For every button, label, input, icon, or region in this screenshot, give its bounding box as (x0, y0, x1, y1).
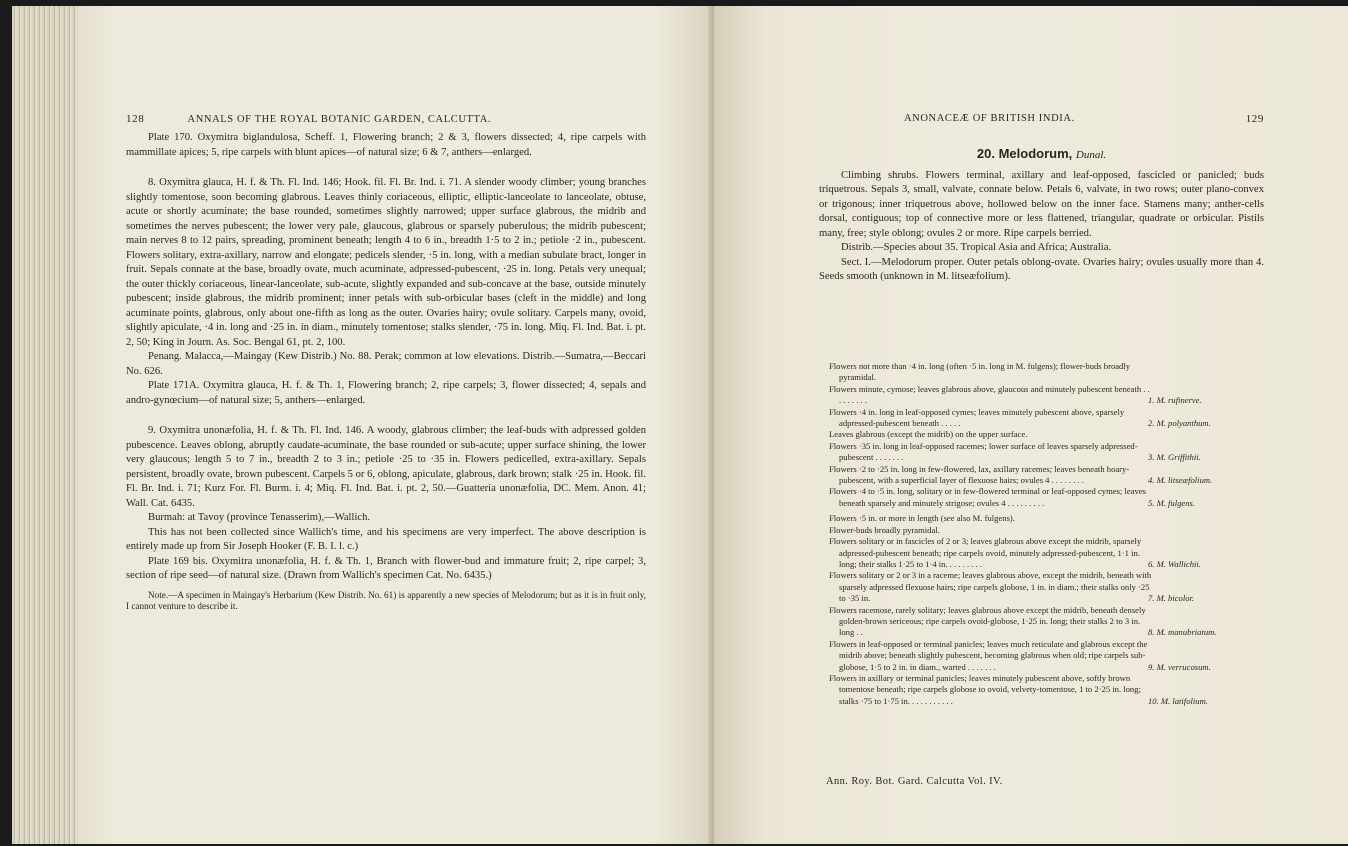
key-row: Flowers in leaf-opposed or terminal panicles; leaves much reticulate and glabrous except the midrib above; beneath slightly pubescent, becoming glabrous when old; ripe carpels sub-globose, 1·5 to 2 in. in diam., warted . . . . . . . 9. M. verrucosum. (829, 638, 1211, 672)
left-page (78, 6, 714, 844)
paragraph: Sect. I.—Melodorum proper. Outer petals oblong-ovate. Ovaries hairy; ovules usually more than 4. Seeds smooth (unknown in M. litseæfolium). (819, 256, 1264, 282)
paragraph: This has not been collected since Wallich's time, and his specimens are very imperfect. The above description is entirely made up from Sir Joseph Hooker (F. B. I. l. c.) (126, 526, 646, 552)
running-head: ANNALS OF THE ROYAL BOTANIC GARDEN, CALCUTTA. (187, 114, 492, 125)
paragraph: Plate 171A. Oxymitra glauca, H. f. & Th. 1, Flowering branch; 2, ripe carpels; 3, flower dissected; 4, sepals and andro-gynœcium—of natural size; 5, anthers—enlarged. (126, 380, 646, 406)
key-row: Flowers ·4 to ·5 in. long, solitary or in few-flowered terminal or leaf-opposed cymes; leaves beneath sparsely and minutely strigose; ovules 4 . . . . . . . . . 5. M. fulgens. (829, 486, 1196, 508)
key-row: Flowers solitary or 2 or 3 in a raceme; leaves glabrous above, except the midrib, beneath with sparsely adpressed flexuose hairs; ripe carpels globose, 1 in. in diam.; their stalks only ·25 to ·35 in. 7. M. bicolor. (829, 570, 1195, 604)
page-number: 128 (126, 113, 145, 125)
key-row: Flowers racemose, rarely solitary; leaves glabrous above except the midrib, beneath densely golden-brown sericeous; ripe carpels ovoid-globose, 1·25 in. long; their stalks 2 to 3 in. long . . 8. M. manubriatum. (829, 604, 1217, 638)
note: Note.—A specimen in Maingay's Herbarium (Kew Distrib. No. 61) is apparently a new species of Melodorum; but as it is in fruit only, I cannot venture to describe it. (126, 589, 646, 611)
right-page (714, 6, 1348, 844)
key-row: Leaves glabrous (except the midrib) on the upper surface. (829, 429, 1028, 440)
key-row: Flowers not more than ·4 in. long (often ·5 in. long in M. fulgens); flower-buds broadly pyramidal. (829, 361, 1131, 383)
running-head: ANONACEÆ OF BRITISH INDIA. (904, 113, 1075, 124)
footer: Ann. Roy. Bot. Gard. Calcutta Vol. IV. (826, 776, 1003, 787)
paragraph: 8. Oxymitra glauca, H. f. & Th. Fl. Ind. 146; Hook. fil. Fl. Br. Ind. i. 71. A slender woody climber; young branches slightly tomentose, soon becoming glabrous. Leaves thinly coriaceous, elliptic, elliptic-lanceolate to lanceolate, obtuse, acute or shortly acuminate; the base rounded, sometimes slightly narrowed; upper surface glabrous, the midrib and sometimes the nerves pubescent; the lower very pale, glaucous, glabrous or sparsely puberulous; the midrib pubescent; main nerves 8 to 12 pairs, spreading, prominent beneath; length 4 to 6 in., breadth 1·5 to 2 in.; petiole ·2 in., pubescent. Flowers solitary, extra-axillary, narrow and elongate; pedicels slender, ·5 in. long, with a median subulate bract, longer in fruit. Sepals connate at the base, broadly ovate, much acuminate, adpressed-pubescent, ·25 in. long. Petals very unequal; the outer thickly coriaceous, linear-lanceolate, sub-acute, slightly expanded and sub-concave at the base, outside minutely pubescent; inside glabrous, the midrib prominent; inner petals with sub-orbicular bases (cleft in the middle) and long acuminate points, glabrous, only about one-fifth as long as the outer. Ovaries hairy; ovule solitary. Carpels many, ovoid, slightly apiculate, ·4 in. long and ·25 in. in diam., minutely tomentose; stalks slender, ·75 in. long. Miq. Fl. Ind. Bat. i. pt. 2, 50; King in Journ. As. Soc. Bengal 61, pt. 2, 100. (126, 177, 646, 348)
page-edges (12, 6, 82, 844)
key-row: Flowers solitary or in fascicles of 2 or 3; leaves glabrous above except the midrib, sparsely adpressed-pubescent beneath; ripe carpels ovoid, minutely adpressed-pubescent, 1·1 in. long; their stalks 1·25 to 1·4 in. . . . . . . . . 6. M. Wallichii. (829, 536, 1201, 569)
key-row: Flowers ·5 in. or more in length (see also M. fulgens). (829, 513, 1015, 524)
key-row: Flowers ·2 to ·25 in. long in few-flowered, lax, axillary racemes; leaves beneath hoary-pubescent, with a superficial layer of flexuose hairs; ovules 4 . . . . . . . . 4. M. litseæfolium. (829, 463, 1213, 486)
key-row: Flowers in axillary or terminal panicles; leaves minutely pubescent above, softly brown tomentose beneath; ripe carpels globose to ovoid, velvety-tomentose, 1 to 2·25 in. long; stalks ·75 to 1·75 in. . . . . . . . . . . 10. M. latifolium. (829, 672, 1208, 706)
right-header (834, 113, 1264, 124)
book-spread (12, 6, 1342, 844)
paragraph: 9. Oxymitra unonæfolia, H. f. & Th. Fl. Ind. 146. A woody, glabrous climber; the leaf-buds with adpressed golden pubescence. Leaves oblong, abruptly caudate-acuminate, the base rounded or sub-acute; upper surface shining, the lower very glaucous; length 5 to 7 in., breadth 2 to 3 in.; petiole ·25 to ·35 in. Flowers pedicelled, extra-axillary. Sepals persistent, broadly ovate, brown pubescent. Carpels 5 or 6, oblong, apiculate, glabrous, dark brown; stalk ·25 in. Hook. fil. Fl. Br. Ind. i. 71; Kurz For. Fl. Burm. i. 4; Miq. Fl. Ind. Bat. i. pt. 2, 50.—Guatteria unonæfolia, DC. Mem. Anon. 41; Wall. Cat. 6435. (126, 425, 646, 509)
paragraph: Penang. Malacca,—Maingay (Kew Distrib.) No. 88. Perak; common at low elevations. Distrib.—Sumatra,—Beccari No. 626. (126, 351, 646, 377)
key-row: Flowers ·35 in. long in leaf-opposed racemes; lower surface of leaves sparsely adpressed-pubescent . . . . . . . 3. M. Griffithii. (829, 440, 1201, 463)
paragraph: Plate 170. Oxymitra biglandulosa, Scheff. 1, Flowering branch; 2 & 3, flowers dissected; 4, ripe carpels with mammillate apices; 5, ripe carpels with blunt apices—of natural size; 6 & 7, anthers—enlarged. (126, 132, 646, 158)
genus-author: Dunal. (1075, 149, 1107, 161)
key-row: Flowers minute, cymose; leaves glabrous above, glaucous and minutely pubescent beneath . . . . . . . . . 1. M. rufinerve. (829, 383, 1202, 406)
key-row: Flowers ·4 in. long in leaf-opposed cymes; leaves minutely pubescent above, sparsely adpressed-pubescent beneath . . . . . 2. M. polyanthum. (829, 406, 1211, 429)
species-key (829, 361, 1264, 707)
genus-heading (819, 147, 1264, 163)
key-row: Flower-buds broadly pyramidal. (829, 524, 940, 535)
paragraph: Climbing shrubs. Flowers terminal, axillary and leaf-opposed, fascicled or panicled; buds triquetrous. Sepals 3, small, valvate, connate below. Petals 6, valvate, in two rows; outer plano-convex or trigonous; inner triquetrous above, hollowed below on the inner face. Stamens many; anther-cells dorsal, contiguous; top of connective more or less flattened, triangular, quadrate or orbicular. Pistils many, free; style oblong; ovules 2 or more. Ripe carpels berried. (819, 169, 1264, 239)
right-body (819, 147, 1264, 285)
left-body (126, 131, 646, 613)
paragraph: Distrib.—Species about 35. Tropical Asia and Africa; Australia. (841, 242, 1112, 253)
paragraph: Plate 169 bis. Oxymitra unonæfolia, H. f. & Th. 1, Branch with flower-bud and immature fruit; 2, ripe carpel; 3, section of ripe seed—of natural size. (Drawn from Wallich's specimen Cat. No. 6435.) (126, 555, 646, 581)
genus-number: 20. (976, 146, 995, 161)
page-number: 129 (1245, 113, 1264, 125)
left-header (126, 113, 646, 125)
paragraph: Burmah: at Tavoy (province Tenasserim),—Wallich. (148, 512, 371, 523)
genus-name: Melodorum, (998, 146, 1073, 161)
